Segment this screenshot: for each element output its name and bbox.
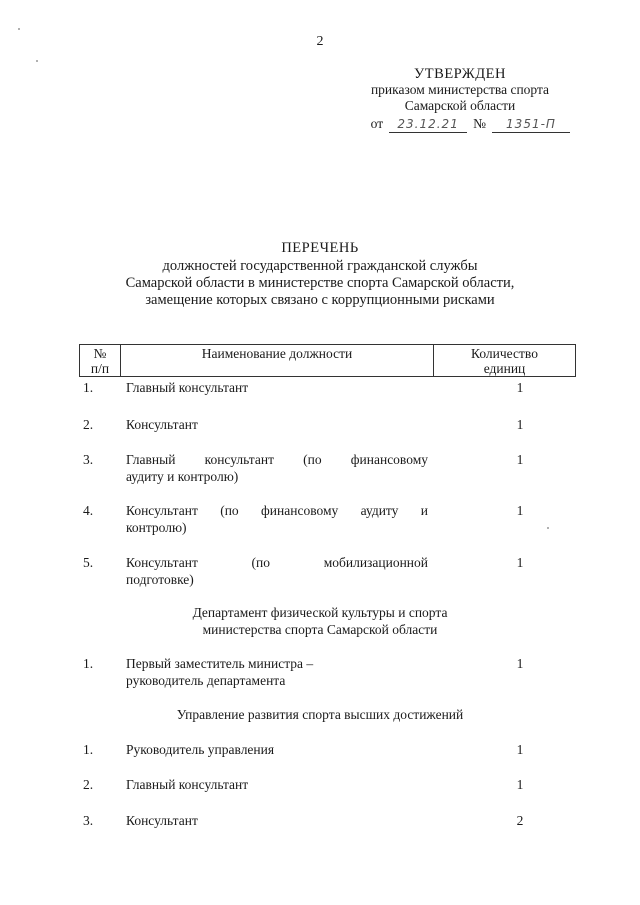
row-number: 1. [83,656,94,671]
page-number: 2 [316,34,324,49]
header-name: Наименование должности [121,345,434,377]
approval-line-2: Самарской области [404,98,516,113]
header-qty [434,345,576,377]
row-position: Главный консультант [126,777,249,792]
header-num [80,345,121,377]
row-position: Главный консультант [126,380,249,395]
row-quantity: 1 [516,656,524,671]
row-position-line-1: Консультант (по финансовому аудиту и [126,503,428,518]
date-prefix: от [370,116,384,131]
heading-line-3: замещение которых связано с коррупционными рисками [145,292,495,308]
row-position: Консультант [126,417,198,432]
approval-line-1: приказом министерства спорта [370,82,550,97]
header-qty-line-2: единиц [483,361,526,376]
number-prefix: № [473,116,486,131]
heading-line-1: должностей государственной гражданской службы [162,258,478,274]
row-position-line-1: Главный консультант (по финансовому [126,452,428,467]
row-quantity: 1 [516,777,524,792]
scan-speck [36,60,38,62]
row-number: 1. [83,742,94,757]
row-number: 5. [83,555,94,570]
handwritten-date: 23.12.21 [389,116,467,133]
division-heading [0,706,640,723]
row-quantity: 1 [516,417,524,432]
row-position-line-2: контролю) [126,520,187,535]
row-quantity: 1 [516,503,524,518]
department-line-1: Департамент физической культуры и спорта [192,605,448,620]
row-quantity: 1 [516,452,524,467]
row-number: 4. [83,503,94,518]
row-position-line-2: подготовке) [126,572,194,587]
row-position-line-1: Первый заместитель министра – [126,656,314,671]
document-title: ПЕРЕЧЕНЬ [281,240,359,256]
division-line-1: Управление развития спорта высших достижений [176,707,464,722]
row-number: 3. [83,452,94,467]
approval-title: УТВЕРЖДЕН [414,66,506,82]
approval-block [350,66,570,133]
row-position-line-2: аудиту и контролю) [126,469,239,484]
positions-table-header [79,344,576,377]
scan-speck [547,527,549,529]
row-number: 1. [83,380,94,395]
heading-line-2: Самарской области в министерстве спорта Самарской области, [125,275,515,291]
header-qty-line-1: Количество [471,346,538,361]
row-number: 3. [83,813,94,828]
department-heading [0,604,640,638]
header-num-line-1: № [93,346,107,361]
row-quantity: 1 [516,380,524,395]
row-position-line-1: Консультант (по мобилизационной [126,555,428,570]
row-number: 2. [83,417,94,432]
row-number: 2. [83,777,94,792]
approval-date-number-line [350,116,570,133]
row-position: Руководитель управления [126,742,275,757]
row-position: Консультант [126,813,198,828]
header-num-line-2: п/п [90,361,110,376]
scan-speck [18,28,20,30]
row-position-line-2: руководитель департамента [126,673,286,688]
department-line-2: министерства спорта Самарской области [202,622,438,637]
row-quantity: 1 [516,555,524,570]
row-quantity: 1 [516,742,524,757]
handwritten-order-number: 1351-П [492,116,570,133]
document-heading [0,240,640,309]
row-quantity: 2 [516,813,524,828]
